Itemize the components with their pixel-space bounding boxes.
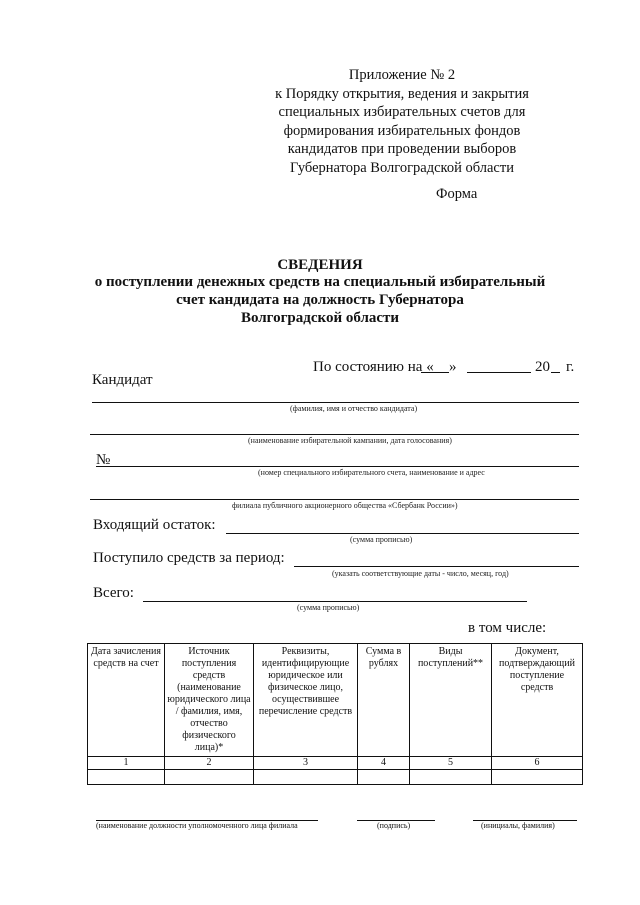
campaign-caption: (наименование избирательной кампании, дата голосования) <box>248 436 452 445</box>
header-source: Источник поступления средств (наименование юридического лица / фамилия, имя, отчество физического лица)* <box>165 644 254 757</box>
receipts-table <box>87 643 583 785</box>
opening-balance-label: Входящий остаток: <box>93 517 216 533</box>
appendix-line-3: специальных избирательных счетов для <box>278 104 526 120</box>
table-cell <box>254 770 358 785</box>
including-label: в том числе: <box>468 620 547 636</box>
signature-caption: (подпись) <box>377 821 411 830</box>
as-of-year-suffix: г. <box>566 359 575 375</box>
total-line <box>143 601 527 602</box>
branch-line <box>90 499 579 500</box>
table-cell <box>358 770 410 785</box>
position-caption: (наименование должности уполномоченного лица филиала <box>96 821 298 830</box>
total-label: Всего: <box>93 585 134 601</box>
candidate-name-caption: (фамилия, имя и отчество кандидата) <box>290 404 418 413</box>
as-of-month-blank <box>467 372 531 373</box>
column-number: 4 <box>358 757 410 770</box>
received-line <box>294 566 579 567</box>
header-credit-date: Дата зачисления средств на счет <box>88 644 165 757</box>
as-of-quote-close: » <box>449 359 457 375</box>
candidate-name-line <box>92 402 579 403</box>
campaign-line <box>90 434 579 435</box>
account-number-caption: (номер специального избирательного счета, наименование и адрес <box>258 468 485 477</box>
header-amount: Сумма в рублях <box>358 644 410 757</box>
as-of-year-prefix: 20 <box>535 359 550 375</box>
title-line-3: Волгоградской области <box>240 310 400 326</box>
form-label: Форма <box>436 186 478 202</box>
table-cell <box>88 770 165 785</box>
opening-balance-caption: (сумма прописью) <box>350 535 413 544</box>
branch-caption: филиала публичного акционерного общества «Сбербанк России») <box>232 501 458 510</box>
received-label: Поступило средств за период: <box>93 550 285 566</box>
total-caption: (сумма прописью) <box>297 603 360 612</box>
appendix-line-4: формирования избирательных фондов <box>283 122 521 139</box>
table-cell <box>410 770 492 785</box>
table-cell <box>492 770 583 785</box>
appendix-block <box>242 66 562 177</box>
received-caption: (указать соответствующие даты - число, месяц, год) <box>332 569 509 578</box>
title-line-1: о поступлении денежных средств на специальный избирательный <box>94 274 546 290</box>
opening-balance-line <box>226 533 579 534</box>
appendix-line-2: к Порядку открытия, ведения и закрытия <box>275 85 529 102</box>
table-cell <box>165 770 254 785</box>
column-number: 3 <box>254 757 358 770</box>
column-number: 1 <box>88 757 165 770</box>
header-requisites: Реквизиты, идентифицирующие юридическое или физическое лицо, осуществившее перечисление средств <box>254 644 358 757</box>
account-number-line <box>96 466 579 467</box>
document-heading: СВЕДЕНИЯ <box>277 257 363 273</box>
title-line-2: счет кандидата на должность Губернатора <box>176 292 464 308</box>
as-of-year-blank <box>551 372 560 373</box>
appendix-line-5: кандидатов при проведении выборов <box>287 141 517 157</box>
as-of-label: По состоянию на « <box>313 359 434 375</box>
appendix-line-1: Приложение № 2 <box>348 67 456 83</box>
as-of-day-blank <box>421 372 449 373</box>
column-number: 6 <box>492 757 583 770</box>
column-number: 5 <box>410 757 492 770</box>
header-receipt-types: Виды поступлений** <box>410 644 492 757</box>
name-caption: (инициалы, фамилия) <box>481 821 555 830</box>
appendix-line-6: Губернатора Волгоградской области <box>290 159 514 176</box>
header-document: Документ, подтверждающий поступление средств <box>492 644 583 757</box>
column-number: 2 <box>165 757 254 770</box>
candidate-label: Кандидат <box>92 372 153 388</box>
account-number-label: № <box>96 452 111 468</box>
